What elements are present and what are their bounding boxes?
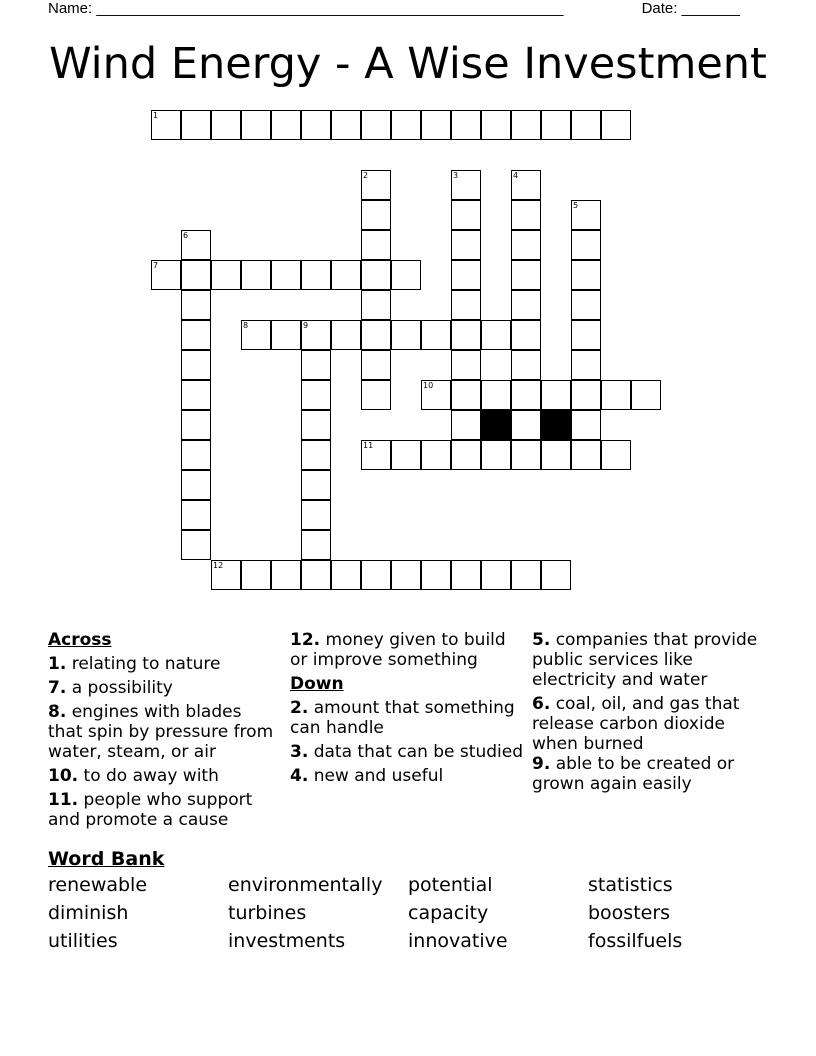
clue-text: to do away with [83,766,219,786]
clue-number: 12. [290,630,321,650]
grid-cell[interactable] [241,560,271,590]
grid-cell[interactable] [511,230,541,260]
clue-down-3 [290,742,524,762]
grid-cell[interactable] [421,560,451,590]
clue-text: people who support and promote a cause [48,790,253,830]
clue-text: new and useful [313,766,444,786]
grid-cell[interactable] [571,110,601,140]
grid-cell[interactable] [361,350,391,380]
cell-number: 4 [513,171,519,180]
grid-cell[interactable] [361,170,391,200]
grid-cell[interactable] [511,380,541,410]
clue-across-8 [48,702,280,762]
grid-cell[interactable] [511,290,541,320]
word-bank-item: environmentally [228,874,383,896]
word-bank [48,874,768,952]
grid-cell[interactable] [421,440,451,470]
grid-cell[interactable] [211,110,241,140]
grid-cell[interactable] [331,110,361,140]
cell-number: 8 [243,321,249,330]
grid-cell[interactable] [541,440,571,470]
grid-cell[interactable] [571,200,601,230]
clue-across-10 [48,766,280,786]
grid-cell[interactable] [451,260,481,290]
grid-cell[interactable] [241,260,271,290]
black-cell [541,410,571,440]
clue-down-5 [532,630,772,690]
grid-cell[interactable] [271,560,301,590]
grid-cell[interactable] [421,110,451,140]
clue-down-4 [290,766,524,786]
grid-cell[interactable] [271,320,301,350]
grid-cell[interactable] [181,440,211,470]
word-bank-item: utilities [48,930,118,952]
grid-cell[interactable] [451,440,481,470]
clue-down-9 [532,754,772,794]
black-cell [481,410,511,440]
clue-across-12 [290,630,524,670]
grid-cell[interactable] [541,560,571,590]
clues-column-2 [290,630,524,786]
grid-cell[interactable] [511,110,541,140]
grid-cell[interactable] [511,200,541,230]
word-bank-item: innovative [408,930,508,952]
grid-cell[interactable] [301,560,331,590]
grid-cell[interactable] [181,230,211,260]
grid-cell[interactable] [391,260,421,290]
word-bank-item: investments [228,930,346,952]
word-bank-item: potential [408,874,493,896]
grid-cell[interactable] [301,350,331,380]
clue-text: data that can be studied [313,742,523,762]
grid-cell[interactable] [181,500,211,530]
grid-cell[interactable] [181,410,211,440]
grid-cell[interactable] [301,410,331,440]
clue-number: 7. [48,678,67,698]
grid-cell[interactable] [451,320,481,350]
grid-cell[interactable] [451,200,481,230]
grid-cell[interactable] [451,560,481,590]
date-field-label[interactable]: Date: _______ [641,0,740,17]
grid-cell[interactable] [151,260,181,290]
clue-number: 10. [48,766,79,786]
clue-text: companies that provide public services like electricity and water [532,630,758,690]
cell-number: 9 [303,321,309,330]
grid-cell[interactable] [181,470,211,500]
cell-number: 12 [213,561,224,570]
grid-cell[interactable] [301,500,331,530]
grid-cell[interactable] [301,530,331,560]
word-bank-item: diminish [48,902,129,924]
clue-number: 5. [532,630,551,650]
clue-across-1 [48,654,280,674]
grid-cell[interactable] [331,560,361,590]
across-heading: Across [48,630,112,650]
cell-number: 3 [453,171,459,180]
grid-cell[interactable] [211,560,241,590]
grid-cell[interactable] [511,260,541,290]
grid-cell[interactable] [361,440,391,470]
grid-cell[interactable] [451,380,481,410]
grid-cell[interactable] [511,410,541,440]
clue-text: a possibility [71,678,173,698]
grid-cell[interactable] [271,110,301,140]
clue-number: 3. [290,742,309,762]
page-title: Wind Energy - A Wise Investment [49,39,767,89]
grid-cell[interactable] [571,410,601,440]
grid-cell[interactable] [361,290,391,320]
grid-cell[interactable] [571,440,601,470]
clue-text: relating to nature [71,654,221,674]
grid-cell[interactable] [241,320,271,350]
grid-cell[interactable] [451,410,481,440]
grid-cell[interactable] [601,110,631,140]
grid-cell[interactable] [511,440,541,470]
clue-number: 9. [532,754,551,774]
grid-cell[interactable] [481,320,511,350]
cell-number: 2 [363,171,369,180]
grid-cell[interactable] [511,170,541,200]
grid-cell[interactable] [181,530,211,560]
grid-cell[interactable] [571,320,601,350]
grid-cell[interactable] [361,260,391,290]
grid-cell[interactable] [331,260,361,290]
clue-number: 4. [290,766,309,786]
grid-cell[interactable] [181,320,211,350]
grid-cell[interactable] [451,350,481,380]
grid-cell[interactable] [571,230,601,260]
cell-number: 6 [183,231,189,240]
grid-cell[interactable] [211,260,241,290]
grid-cell[interactable] [421,380,451,410]
grid-cell[interactable] [481,440,511,470]
grid-cell[interactable] [481,380,511,410]
clue-number: 2. [290,698,309,718]
word-bank-item: turbines [228,902,307,924]
clue-down-6 [532,694,772,754]
grid-cell[interactable] [301,380,331,410]
grid-cell[interactable] [451,170,481,200]
grid-cell[interactable] [421,320,451,350]
grid-cell[interactable] [361,380,391,410]
grid-cell[interactable] [571,260,601,290]
cell-number: 11 [363,441,374,450]
grid-cell[interactable] [151,110,181,140]
grid-cell[interactable] [301,320,331,350]
word-bank-item: capacity [408,902,489,924]
word-bank-item: fossilfuels [588,930,683,952]
grid-cell[interactable] [271,260,301,290]
cell-number: 10 [423,381,434,390]
grid-cell[interactable] [391,560,421,590]
grid-cell[interactable] [181,380,211,410]
grid-cell[interactable] [301,110,331,140]
grid-cell[interactable] [241,110,271,140]
clue-text: able to be created or grown again easily [532,754,735,794]
clue-text: engines with blades that spin by pressure from water, steam, or air [48,702,274,762]
grid-cell[interactable] [391,320,421,350]
clue-number: 8. [48,702,67,722]
clue-number: 6. [532,694,551,714]
grid-cell[interactable] [301,260,331,290]
grid-cell[interactable] [631,380,661,410]
word-bank-title: Word Bank [48,848,165,870]
clue-number: 11. [48,790,79,810]
grid-cell[interactable] [361,230,391,260]
clue-across-7 [48,678,280,698]
grid-cell[interactable] [601,440,631,470]
grid-cell[interactable] [541,110,571,140]
grid-cell[interactable] [391,110,421,140]
cell-number: 5 [573,201,579,210]
cell-number: 1 [153,111,159,120]
grid-cell[interactable] [181,260,211,290]
clues-column-1 [48,630,280,830]
grid-cell[interactable] [451,230,481,260]
grid-cell[interactable] [361,200,391,230]
clue-text: money given to build or improve something [290,630,506,670]
grid-cell[interactable] [451,110,481,140]
grid-cell[interactable] [571,350,601,380]
clue-number: 1. [48,654,67,674]
grid-cell[interactable] [571,380,601,410]
clue-text: coal, oil, and gas that release carbon dioxide when burned [532,694,740,754]
clue-across-11 [48,790,280,830]
grid-cell[interactable] [451,290,481,320]
grid-cell[interactable] [541,380,571,410]
clue-text: amount that something can handle [290,698,515,738]
grid-cell[interactable] [361,320,391,350]
down-heading: Down [290,674,344,694]
grid-cell[interactable] [571,290,601,320]
grid-cell[interactable] [361,110,391,140]
grid-cell[interactable] [181,110,211,140]
grid-cell[interactable] [511,320,541,350]
grid-cell[interactable] [301,440,331,470]
word-bank-item: renewable [48,874,148,896]
grid-cell[interactable] [181,350,211,380]
grid-cell[interactable] [361,560,391,590]
grid-cell[interactable] [181,290,211,320]
grid-cell[interactable] [331,320,361,350]
clue-down-2 [290,698,524,738]
grid-cell[interactable] [601,380,631,410]
grid-cell[interactable] [481,110,511,140]
grid-cell[interactable] [511,350,541,380]
grid-cell[interactable] [301,470,331,500]
name-field-label[interactable]: Name: ________________________________________________________ [48,0,564,17]
grid-cell[interactable] [481,560,511,590]
grid-cell[interactable] [391,440,421,470]
word-bank-item: boosters [588,902,671,924]
clues-column-3 [532,630,772,794]
cell-number: 7 [153,261,159,270]
word-bank-item: statistics [588,874,673,896]
grid-cell[interactable] [511,560,541,590]
